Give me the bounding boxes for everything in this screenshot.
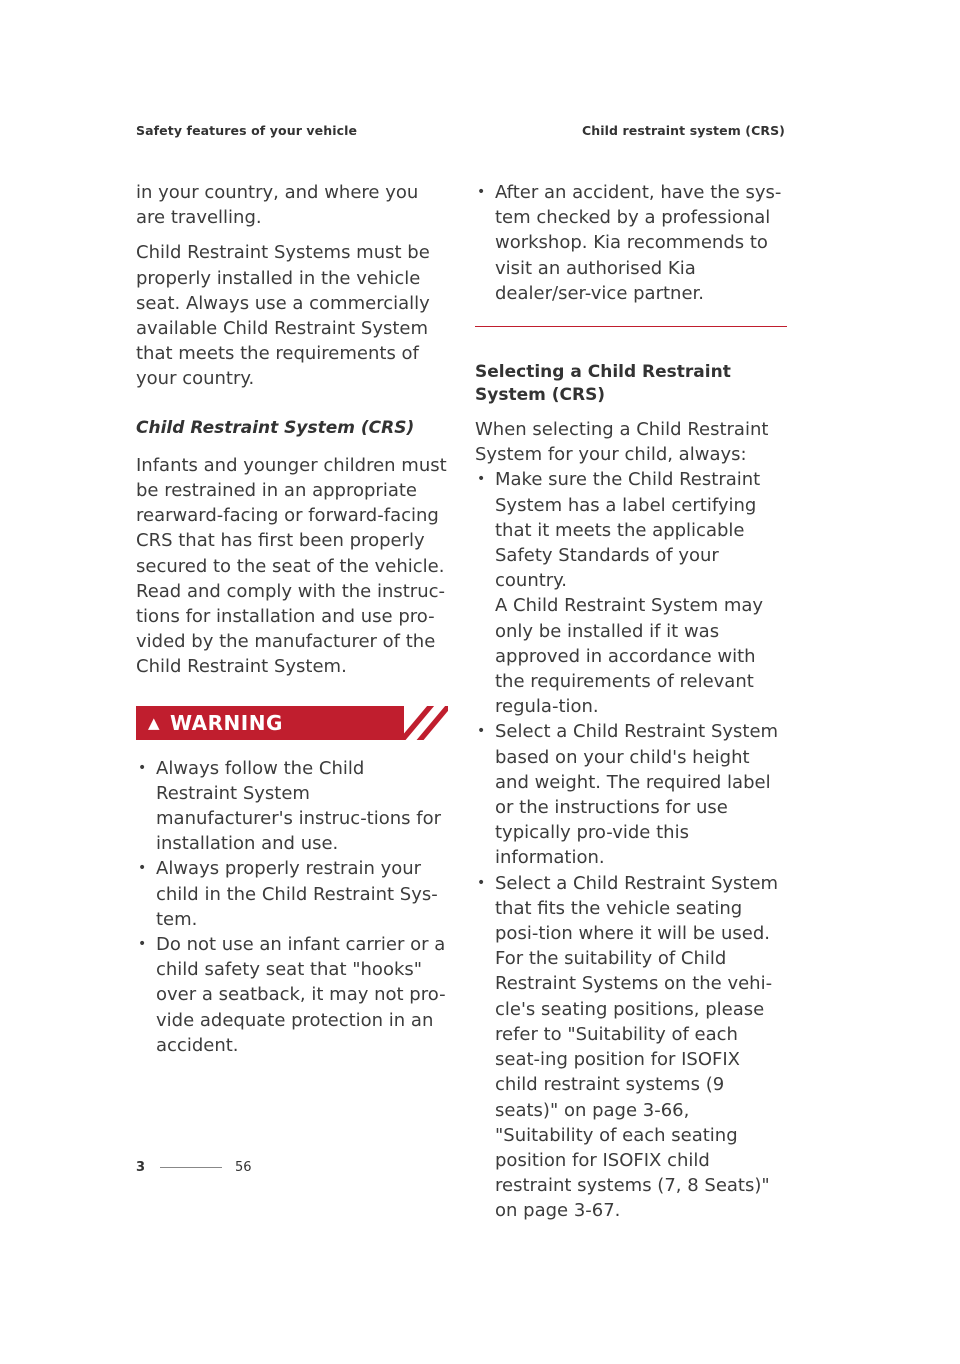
section-heading: Selecting a Child Restraint System (CRS) — [475, 362, 731, 406]
list-item: • Always follow the Child Restraint System manufacturer's instruc-tions for installation and use. — [136, 756, 448, 857]
list-item — [475, 467, 787, 719]
bullet-continuation: For the suitability of Child Restraint Systems on the vehi-cle's seating positions, please refer to "Suitability of each seat-ing position for ISOFIX child restraint systems (9 seats)" on page 3-66, "Suitability of each seating position for ISOFIX child restraint systems (7, 8 Seats)" on page 3-67. — [495, 948, 773, 1222]
section-divider — [475, 326, 787, 327]
warning-banner — [136, 706, 448, 740]
warning-slash-decoration — [404, 706, 448, 740]
list-item — [475, 871, 787, 1224]
bullet-text: Make sure the Child Restraint System has a label certifying that it meets the applicable Safety Standards of your country. — [495, 469, 761, 592]
left-column — [136, 180, 448, 1058]
selection-bullet-list — [475, 467, 787, 1223]
right-column — [475, 180, 787, 1224]
accident-bullet-list — [475, 180, 787, 306]
footer-rule — [160, 1167, 222, 1168]
warning-triangle-icon: ▲ — [148, 713, 161, 732]
list-item: • Do not use an infant carrier or a child safety seat that "hooks" over a seatback, it may not pro-vide adequate protection in an accident. — [136, 932, 448, 1058]
warning-bullet-list — [136, 756, 448, 1058]
chapter-number: 3 — [136, 1160, 146, 1175]
page-number: 56 — [235, 1160, 252, 1175]
running-header-right: Child restraint system (CRS) — [582, 123, 785, 138]
list-item: • Select a Child Restraint System based on your child's height and weight. The required label or the instructions for use typically pro-vide this information. — [475, 719, 787, 870]
running-header-left: Safety features of your vehicle — [136, 123, 358, 138]
warning-label: WARNING — [170, 710, 283, 735]
bullet-text: Select a Child Restraint System that fits the vehicle seating posi-tion where it will be used. — [495, 872, 779, 945]
intro-paragraph: in your country, and where you are travelling. — [136, 182, 419, 229]
selection-intro: When selecting a Child Restraint System for your child, always: — [475, 419, 769, 466]
crs-paragraph: Infants and younger children must be restrained in an appropriate rearward-facing or forward-facing CRS that has first been properly secured to the seat of the vehicle. Read and comply with the instruc-tions for installation and use pro-vided by the manufacturer of the Child Restraint System. — [136, 454, 447, 678]
bullet-continuation: A Child Restraint System may only be installed if it was approved in accordance with the requirements of relevant regula-tion. — [495, 595, 764, 718]
list-item: • After an accident, have the sys-tem checked by a professional workshop. Kia recommends to visit an authorised Kia dealer/ser-vice partner. — [475, 180, 787, 306]
list-item: • Always properly restrain your child in the Child Restraint Sys-tem. — [136, 856, 448, 932]
crs-subheading: Child Restraint System (CRS) — [136, 417, 415, 438]
installation-paragraph: Child Restraint Systems must be properly installed in the vehicle seat. Always use a commercially available Child Restraint System that meets the requirements of your country. — [136, 242, 430, 390]
